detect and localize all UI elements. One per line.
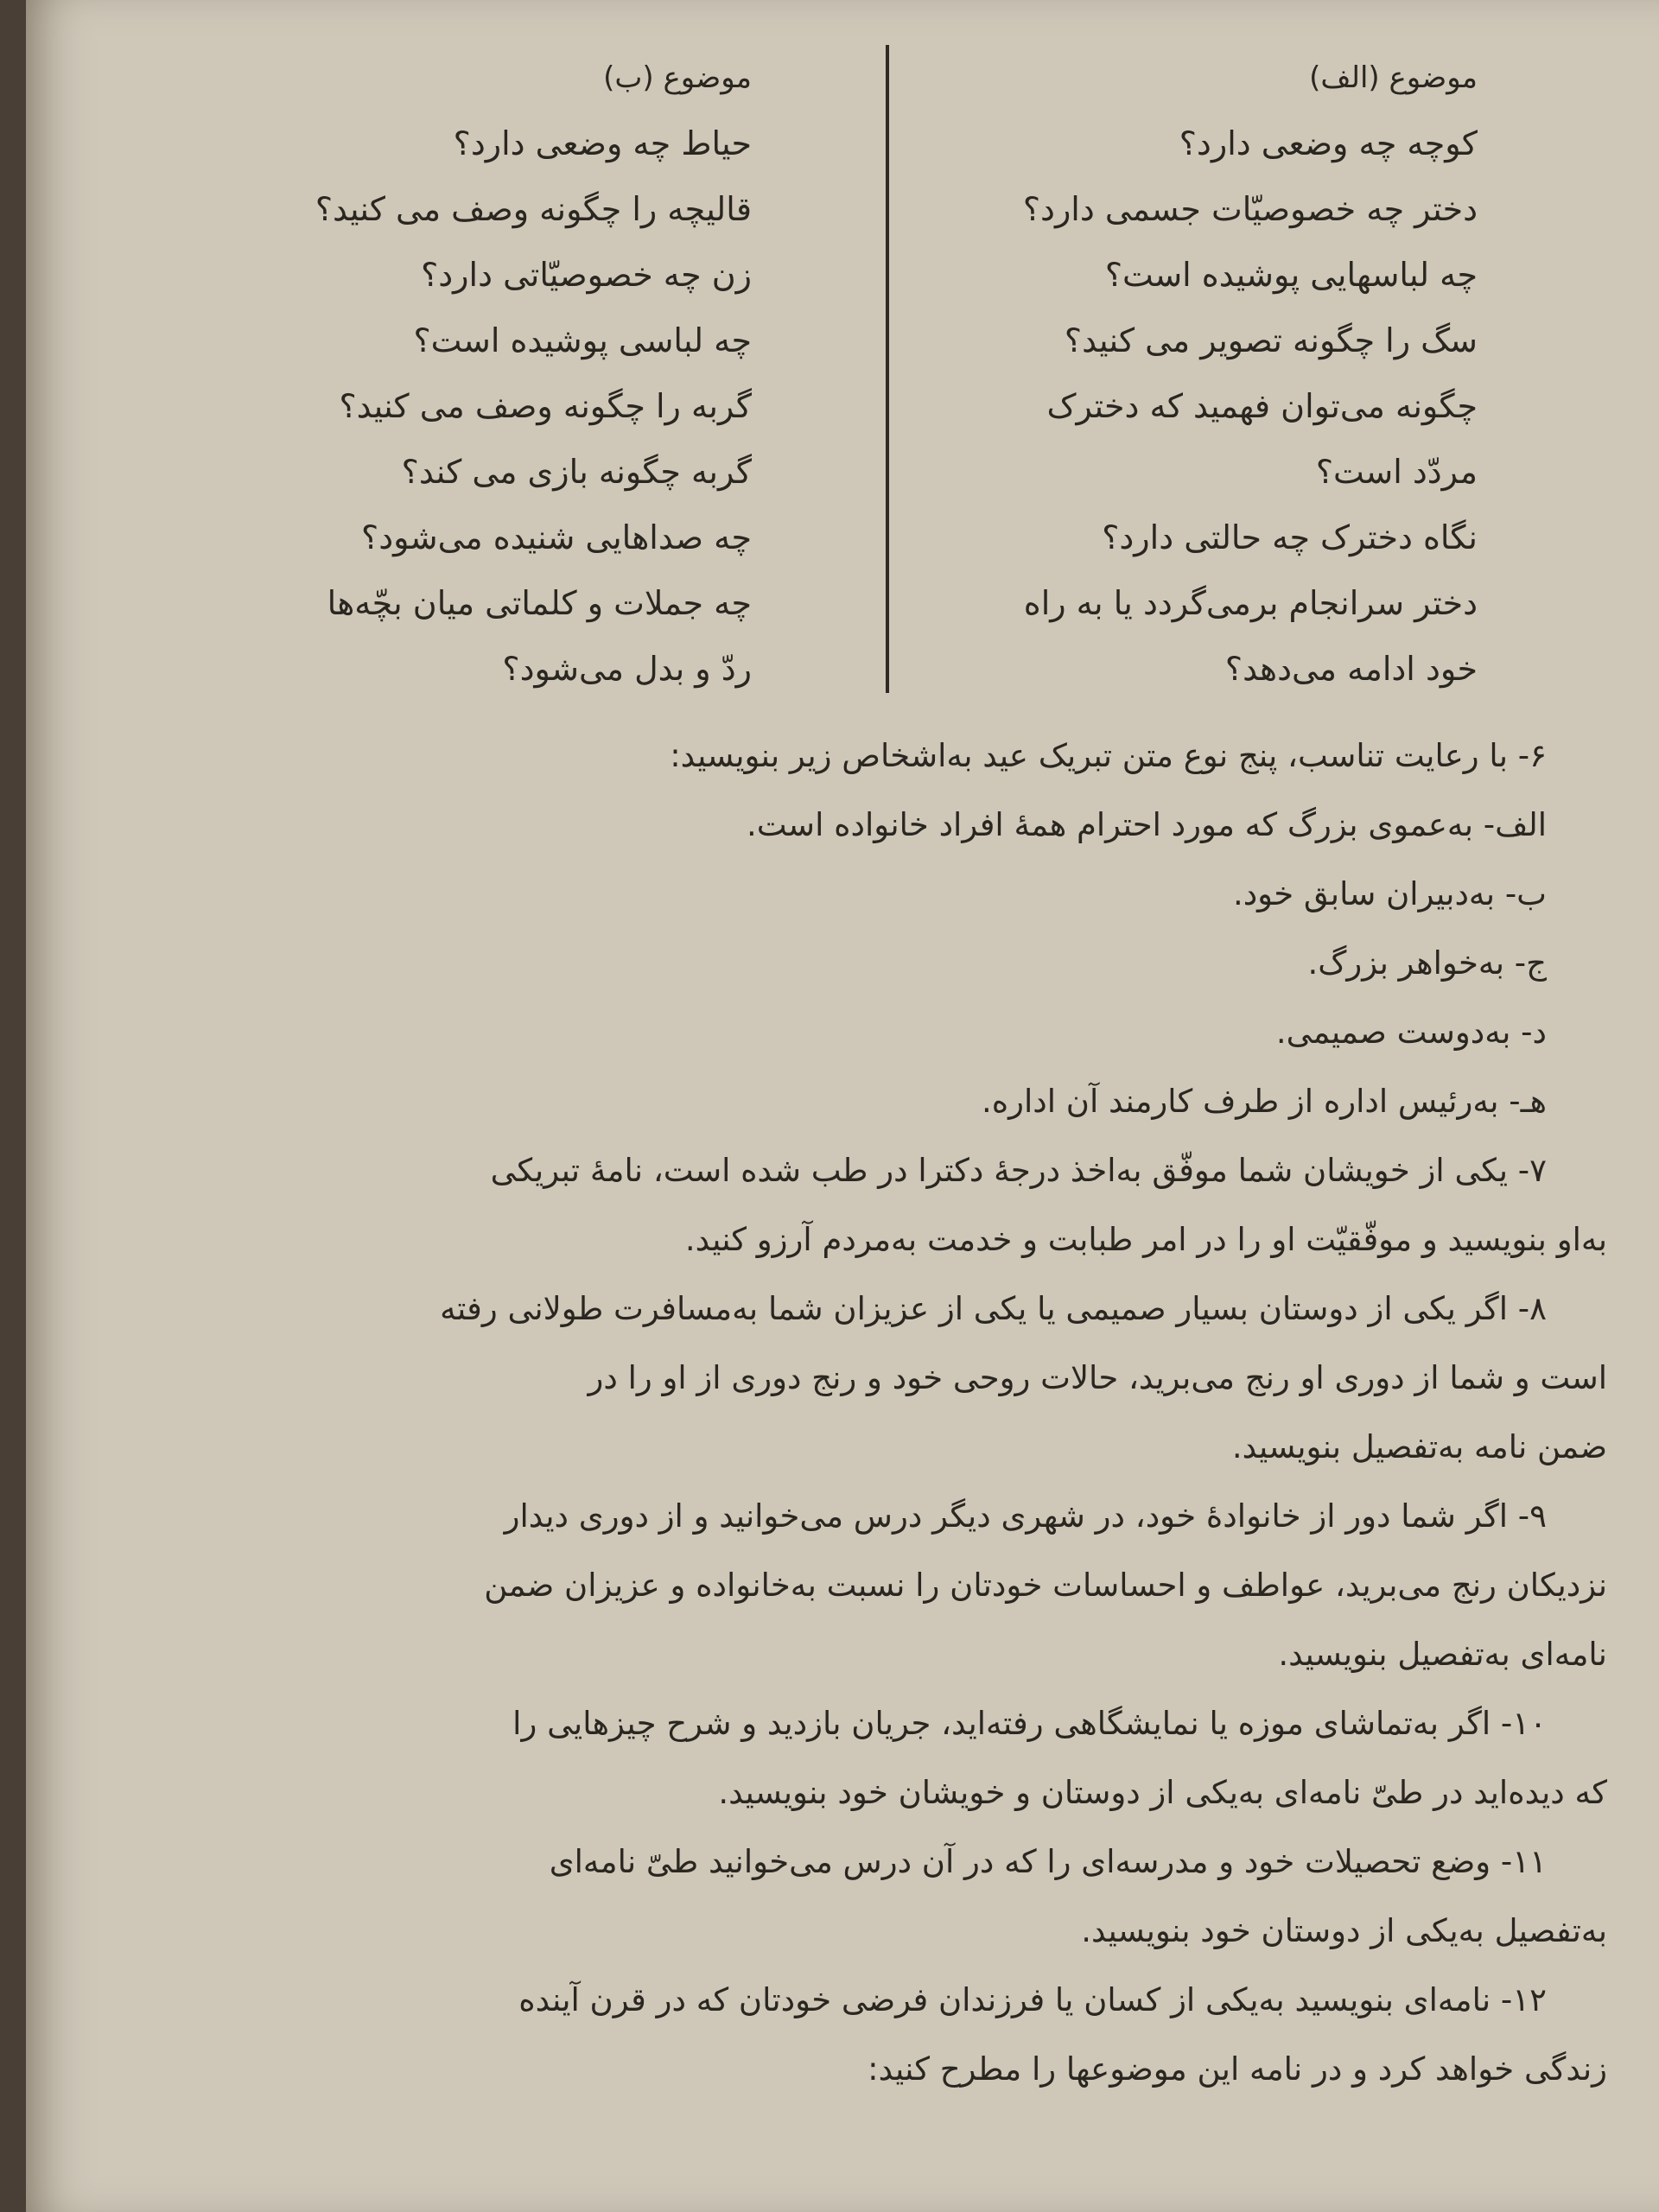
exercise-11-line: ۱۱- وضع تحصیلات خود و مدرسه‌ای را که در آن درس می‌خوانید طیّ نامه‌ای <box>549 1843 1547 1880</box>
topic-a-line: کوچه چه وضعی دارد؟ <box>1179 124 1478 162</box>
column-divider <box>886 45 889 693</box>
topic-a-line: خود ادامه می‌دهد؟ <box>1224 650 1478 688</box>
exercise-10-line: ۱۰- اگر به‌تماشای موزه یا نمایشگاهی رفته‌اید، جریان بازدید و شرح چیزهایی را <box>512 1705 1547 1742</box>
exercise-7-line: به‌او بنویسید و موفّقیّت او را در امر طبابت و خدمت به‌مردم آرزو کنید. <box>684 1221 1607 1258</box>
exercise-12-line: زندگی خواهد کرد و در نامه این موضوعها را مطرح کنید: <box>868 2050 1607 2088</box>
topic-a-line: دختر چه خصوصیّات جسمی دارد؟ <box>1022 190 1478 228</box>
topic-columns <box>199 45 1478 702</box>
topic-b-line: قالیچه را چگونه وصف می کنید؟ <box>315 190 752 228</box>
topic-b-line: حیاط چه وضعی دارد؟ <box>453 124 752 162</box>
exercise-11 <box>199 1827 1607 1966</box>
topic-a-line: دختر سرانجام برمی‌گردد یا به راه <box>1023 584 1478 622</box>
exercise-9-line: ۹- اگر شما دور از خانوادهٔ خود، در شهری دیگر درس می‌خوانید و از دوری دیدار <box>504 1497 1547 1535</box>
exercise-6-item: ب- به‌دبیران سابق خود. <box>1232 875 1547 912</box>
exercise-10 <box>199 1689 1607 1827</box>
exercises <box>199 721 1607 2104</box>
exercise-6-item: الف- به‌عموی بزرگ که مورد احترام همهٔ افراد خانواده است. <box>746 806 1547 843</box>
exercise-6-item: ج- به‌خواهر بزرگ. <box>1307 944 1547 982</box>
book-page <box>26 0 1659 2212</box>
exercise-6-intro: ۶- با رعایت تناسب، پنج نوع متن تبریک عید به‌اشخاص زیر بنویسید: <box>670 737 1547 774</box>
exercise-8-line: است و شما از دوری او رنج می‌برید، حالات روحی خود و رنج دوری از او را در <box>588 1359 1607 1396</box>
topic-b-line: چه جملات و کلماتی میان بچّه‌ها <box>327 584 752 622</box>
topic-b-line: گربه را چگونه وصف می کنید؟ <box>339 387 752 425</box>
topic-a-column <box>907 45 1478 702</box>
topic-a-line: چگونه می‌توان فهمید که دخترک <box>1046 387 1478 425</box>
exercise-8 <box>199 1274 1607 1482</box>
exercise-9-line: نزدیکان رنج می‌برید، عواطف و احساسات خودتان را نسبت به‌خانواده و عزیزان ضمن <box>484 1567 1607 1604</box>
topic-b-line: گربه چگونه بازی می کند؟ <box>401 453 752 491</box>
topic-a-line: مردّد است؟ <box>1315 453 1478 491</box>
exercise-9-line: نامه‌ای به‌تفصیل بنویسید. <box>1278 1636 1607 1673</box>
topic-b-line: چه لباسی پوشیده است؟ <box>413 321 752 359</box>
exercise-8-line: ضمن نامه به‌تفصیل بنویسید. <box>1231 1428 1607 1465</box>
exercise-7 <box>199 1136 1607 1274</box>
exercise-6 <box>199 721 1607 1136</box>
exercise-6-item: د- به‌دوست صمیمی. <box>1275 1014 1547 1051</box>
exercise-7-line: ۷- یکی از خویشان شما موفّق به‌اخذ درجهٔ دکترا در طب شده است، نامهٔ تبریکی <box>490 1152 1547 1189</box>
exercise-11-line: به‌تفصیل به‌یکی از دوستان خود بنویسید. <box>1081 1912 1607 1949</box>
topic-b-line: چه صداهایی شنیده می‌شود؟ <box>361 518 752 556</box>
topic-a-line: سگ را چگونه تصویر می کنید؟ <box>1064 321 1478 359</box>
exercise-12 <box>199 1966 1607 2104</box>
exercise-12-line: ۱۲- نامه‌ای بنویسید به‌یکی از کسان یا فرزندان فرضی خودتان که در قرن آینده <box>518 1981 1547 2018</box>
exercise-10-line: که دیده‌اید در طیّ نامه‌ای به‌یکی از دوستان و خویشان خود بنویسید. <box>718 1774 1607 1811</box>
exercise-6-item: هـ- به‌رئیس اداره از طرف کارمند آن اداره. <box>982 1083 1547 1120</box>
topic-b-heading: موضوع (ب) <box>603 60 752 95</box>
exercise-9 <box>199 1482 1607 1689</box>
exercise-8-line: ۸- اگر یکی از دوستان بسیار صمیمی یا یکی از عزیزان شما به‌مسافرت طولانی رفته <box>440 1290 1547 1327</box>
topic-a-heading: موضوع (الف) <box>1309 60 1478 95</box>
topic-b-line: ردّ و بدل می‌شود؟ <box>502 650 752 688</box>
topic-a-line: نگاه دخترک چه حالتی دارد؟ <box>1102 518 1478 556</box>
topic-a-line: چه لباسهایی پوشیده است؟ <box>1104 256 1478 294</box>
topic-b-column <box>199 45 752 702</box>
topic-b-line: زن چه خصوصیّاتی دارد؟ <box>421 256 752 294</box>
